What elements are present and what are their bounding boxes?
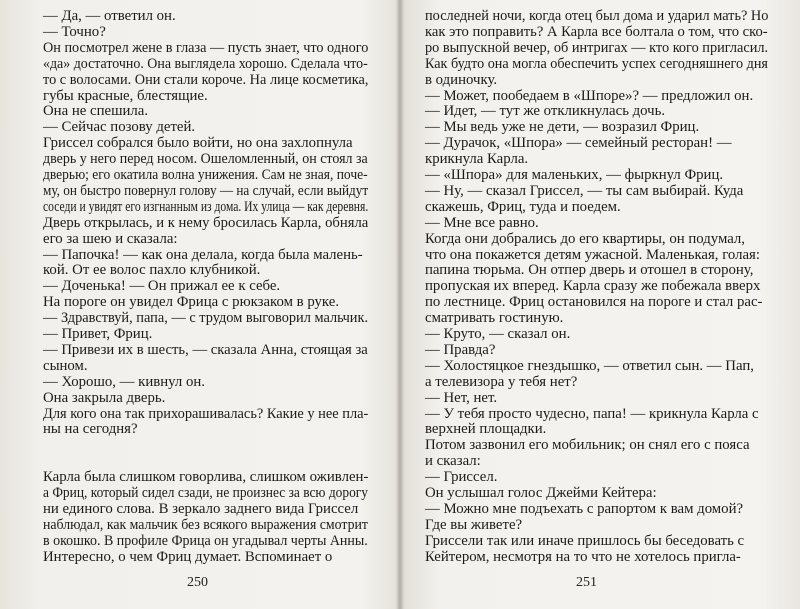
text-line: — Правда? <box>425 341 496 358</box>
text-line: его за шею и сказала: <box>43 230 178 247</box>
text-line: в одиночку. <box>425 71 498 88</box>
text-line: и сказал: <box>425 453 481 470</box>
text-line: соседи и увидят его изгнанным из дома. Их улица — как деревня. <box>43 198 369 215</box>
text-line: му, он быстро повернул голову — на случай, если выйдут <box>43 182 369 199</box>
text-line: дверью; его окатила волна унижения. Сам не зная, поче- <box>43 167 368 183</box>
text-line: в окошко. В профиле Фрица он угадывал черты Анны. <box>43 532 368 549</box>
text-line: кой. От ее волос пахло клубникой. <box>43 262 261 279</box>
text-line: что она покажется детям ужасной. Маленькая, голая: <box>425 246 760 263</box>
text-line: — Можно мне подъехать с рапортом к вам домой? <box>425 500 744 517</box>
text-line: — Идет, — тут же откликнулась дочь. <box>425 103 666 120</box>
text-line: Где вы живете? <box>425 516 523 533</box>
text-line: Она закрыла дверь. <box>43 389 166 406</box>
text-line: — Папочка! — как она делала, когда была малень- <box>43 246 363 263</box>
text-line: — Привет, Фриц. <box>43 326 153 342</box>
text-line: скажешь, Фриц, туда и поедем. <box>425 198 621 215</box>
text-line: — Холостяцкое гнездышко, — ответил сын. — Пап, <box>425 357 754 374</box>
text-line: Гриссел собрался было войти, но она захлопнула <box>43 135 353 152</box>
text-line: — Хорошо, — кивнул он. <box>43 373 205 390</box>
text-line: сыном. <box>43 357 88 374</box>
text-line: Он услышал голос Джейми Кейтера: <box>425 485 657 501</box>
text-line: Он посмотрел жене в глаза — пусть знает, что одного <box>43 39 369 56</box>
text-line: последней ночи, когда отец был дома и ударил мать? Но <box>425 8 769 24</box>
text-line: то с волосами. Они стали короче. На лице косметика, <box>43 71 369 88</box>
text-line: ни единого слова. В зеркало заднего вида Гриссел <box>43 500 359 517</box>
text-line: Потом зазвонил его мобильник; он снял его с пояса <box>425 437 750 454</box>
text-line: Она не спешила. <box>43 103 149 120</box>
text-line: как это поправить? А Карла все болтала о том, что ско- <box>425 23 768 40</box>
text-line: дверь у него перед носом. Ошеломленный, он стоял за <box>43 151 368 168</box>
text-line: ны на сегодня? <box>43 421 138 438</box>
text-line: Дверь открылась, и к нему бросилась Карла, обняла <box>43 214 369 231</box>
text-line: — Здравствуй, папа, — с трудом выговорил мальчик. <box>43 310 369 327</box>
text-line: — Да, — ответил он. <box>43 8 176 24</box>
text-line: Как будто она могла обеспечить успех сегодняшнего дня <box>425 55 768 72</box>
text-line: Когда они добрались до его квартиры, он подумал, <box>425 230 746 247</box>
text-line: — Мы ведь уже не дети, — возразил Фриц. <box>425 119 700 136</box>
text-line: — Мне все равно. <box>425 214 539 231</box>
text-line: — Ну, — сказал Гриссел, — ты сам выбирай. Куда <box>425 182 744 199</box>
text-line: ро выпускной вечер, об интригах — кто кого пригласил. <box>425 39 769 56</box>
text-line: «да» достаточно. Она выглядела хорошо. Сделала что- <box>43 55 368 72</box>
text-line: сматривать гостиную. <box>425 310 564 327</box>
text-line: — Точно? <box>43 23 106 40</box>
text-line: пропуская их вперед. Карла сразу же побежала вверх <box>425 278 761 295</box>
text-line: верхней площадки. <box>425 421 547 438</box>
text-line: а телевизора у тебя нет? <box>425 373 578 390</box>
right-page-number: 251 <box>576 575 597 590</box>
text-line: — Доченька! — Он прижал ее к себе. <box>43 278 281 295</box>
text-line: губы красные, блестящие. <box>43 87 208 104</box>
text-line: наблюдал, как мальчик без всякого выражения смотрит <box>43 516 368 533</box>
text-line: — Дурачок, «Шпора» — семейный ресторан! — <box>425 135 732 152</box>
text-line: Гриссели так или иначе пришлось бы беседовать с <box>425 532 745 549</box>
text-line: папина тюрьма. Он отпер дверь и отошел в сторону, <box>425 262 754 279</box>
text-line: — Привези их в шесть, — сказала Анна, стоящая за <box>43 341 368 358</box>
text-line: крикнула Карла. <box>425 151 529 168</box>
text-line: На пороге он увидел Фрица с рюкзаком в руке. <box>43 294 340 311</box>
text-line: — У тебя просто чудесно, папа! — крикнула Карла с <box>425 405 759 422</box>
text-line: — Сейчас позову детей. <box>43 119 196 136</box>
text-line: — «Шпора» для маленьких, — фыркнул Фриц. <box>425 167 724 183</box>
text-line: Кейтером, несмотря на то что не хотелось пригла- <box>425 548 741 565</box>
left-page-number: 250 <box>187 575 208 590</box>
text-line: Карла была слишком говорлива, слишком оживлен- <box>43 469 369 486</box>
text-line: — Круто, — сказал он. <box>425 326 571 342</box>
text-line: — Гриссел. <box>425 469 498 486</box>
text-line: Для кого она так прихорашивалась? Какие у нее пла- <box>43 405 369 422</box>
text-line: — Может, пообедаем в «Шпоре»? — предложил он. <box>425 87 754 104</box>
right-page <box>400 0 800 609</box>
text-line: по лестнице. Фриц остановился на пороге и стал рас- <box>425 294 763 311</box>
text-line: — Нет, нет. <box>425 389 498 406</box>
text-line: Интересно, о чем Фриц думает. Вспоминает о <box>43 548 333 565</box>
text-line: а Фриц, который сидел сзади, не произнес за всю дорогу <box>43 485 369 501</box>
